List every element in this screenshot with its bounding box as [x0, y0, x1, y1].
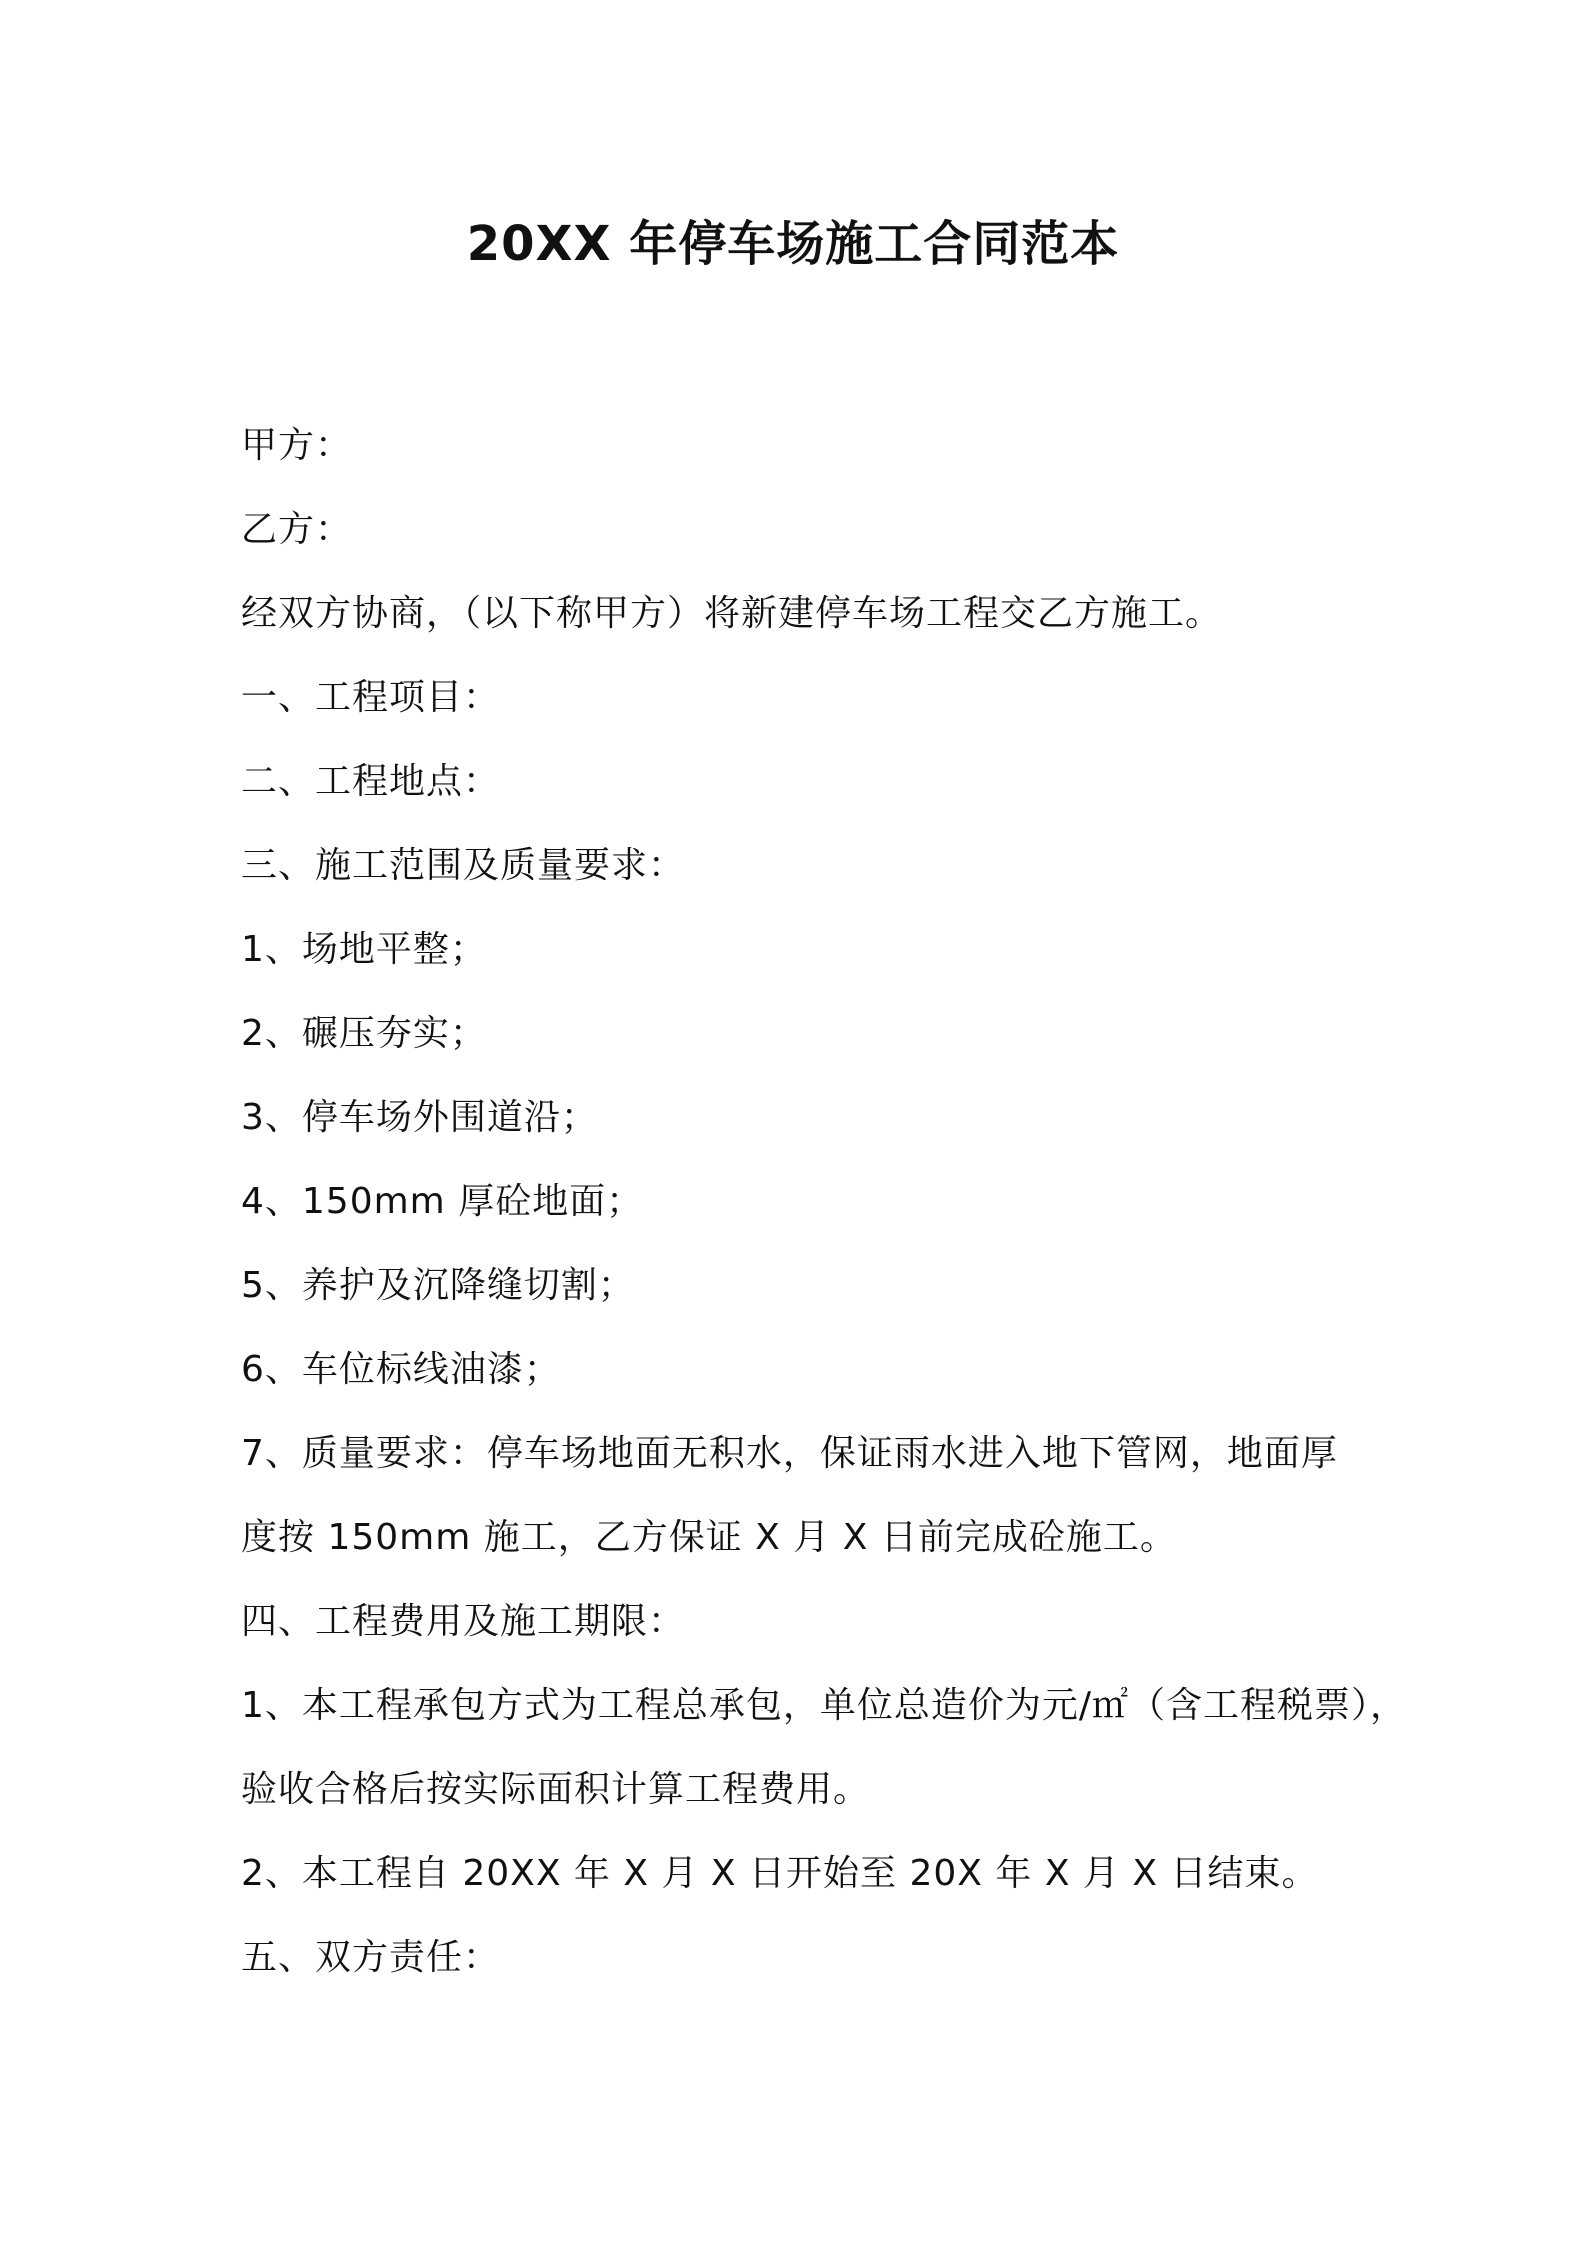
section-1-heading: 一、工程项目： — [241, 677, 501, 718]
scope-item-3: 3、停车场外围道沿； — [241, 1097, 598, 1138]
fee-item-2: 2、本工程自 20XX 年 X 月 X 日开始至 20X 年 X 月 X 日结束。 — [241, 1853, 1319, 1894]
section-3-heading: 三、施工范围及质量要求： — [241, 845, 686, 886]
preamble-line: 经双方协商，（以下称甲方）将新建停车场工程交乙方施工。 — [241, 593, 1223, 634]
scope-item-2: 2、碾压夯实； — [241, 1013, 487, 1054]
scope-item-7-line-1: 7、质量要求：停车场地面无积水，保证雨水进入地下管网，地面厚 — [241, 1433, 1338, 1474]
fee-item-1-line-1: 1、本工程承包方式为工程总承包，单位总造价为元/㎡（含工程税票）， — [241, 1685, 1408, 1726]
section-2-heading: 二、工程地点： — [241, 761, 501, 802]
scope-item-4: 4、150mm 厚砼地面； — [241, 1181, 644, 1222]
fee-item-1-line-2: 验收合格后按实际面积计算工程费用。 — [241, 1769, 871, 1810]
scope-item-6: 6、车位标线油漆； — [241, 1349, 561, 1390]
scope-item-5: 5、养护及沉降缝切割； — [241, 1265, 635, 1306]
party-a-line: 甲方： — [241, 425, 353, 466]
document-body — [241, 404, 1408, 2000]
document-title: 20XX 年停车场施工合同范本 — [466, 216, 1120, 272]
section-5-heading: 五、双方责任： — [241, 1937, 501, 1978]
party-b-line: 乙方： — [241, 509, 353, 550]
scope-item-1: 1、场地平整； — [241, 929, 487, 970]
section-4-heading: 四、工程费用及施工期限： — [241, 1601, 686, 1642]
scope-item-7-line-2: 度按 150mm 施工，乙方保证 X 月 X 日前完成砼施工。 — [241, 1517, 1177, 1558]
